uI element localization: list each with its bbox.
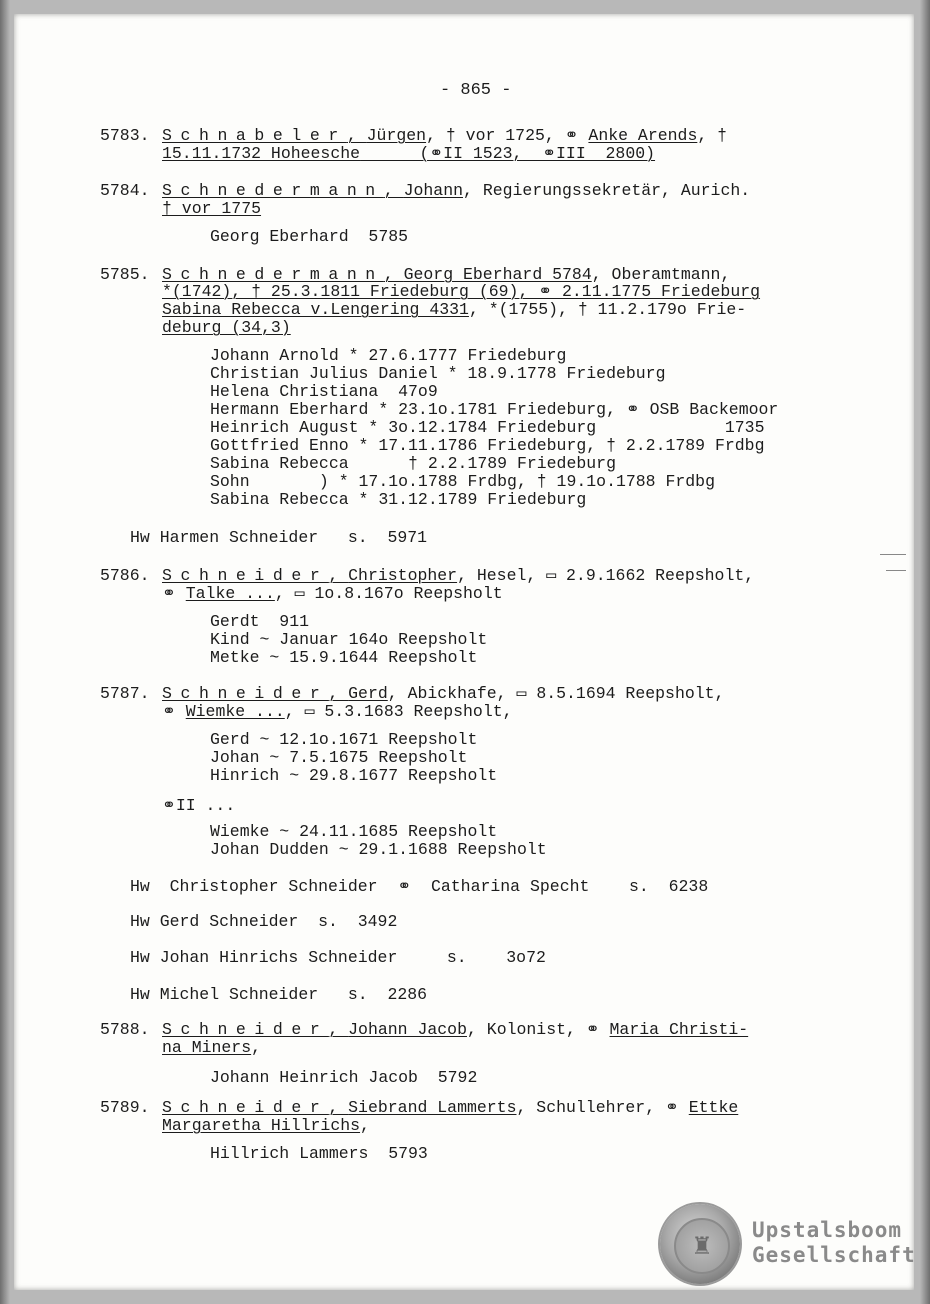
child-line: Gerd ~ 12.1o.1671 Reepsholt	[210, 730, 478, 749]
entry-line	[162, 1117, 370, 1135]
entry-line	[162, 319, 291, 337]
child-line: Johan Dudden ~ 29.1.1688 Reepsholt	[210, 840, 547, 859]
entry-line	[162, 567, 754, 585]
entry-text: , Abickhafe, ▭ 8.5.1694 Reepsholt,	[387, 684, 725, 703]
entry-text: Johann Jacob	[348, 1020, 467, 1039]
page-number: - 865 -	[440, 81, 512, 100]
entry-number: 5783.	[100, 126, 150, 145]
entry-text: ,	[251, 1038, 262, 1057]
logo-line-1: Upstalsboom	[752, 1218, 903, 1242]
child-line: Johann Arnold * 27.6.1777 Friedeburg	[210, 346, 567, 365]
child-line: Metke ~ 15.9.1644 Reepsholt	[210, 648, 478, 667]
entry-number: 5785.	[100, 265, 150, 284]
entry-text: ⚭	[162, 702, 186, 721]
entry-text: (⚭II 1523, ⚭III 2800)	[360, 144, 656, 163]
entry-line	[162, 1021, 748, 1039]
entry-text: , Hesel, ▭ 2.9.1662 Reepsholt,	[457, 566, 755, 585]
surname: Schneider	[162, 566, 329, 585]
entry-text: , Oberamtmann,	[591, 265, 731, 284]
margin-mark	[880, 554, 906, 555]
entry-number: 5784.	[100, 181, 150, 200]
entry-number: 5787.	[100, 684, 150, 703]
surname: Schneider	[162, 1098, 329, 1117]
entry-text: , Kolonist, ⚭	[466, 1020, 610, 1039]
child-line: Kind ~ Januar 164o Reepsholt	[210, 630, 488, 649]
entry-text: ,	[328, 1020, 349, 1039]
entry-text: Wiemke ...	[185, 702, 285, 721]
entry-text: ,	[360, 1116, 370, 1135]
entry-text: ⚭	[162, 584, 186, 603]
entry-line	[162, 585, 503, 603]
child-line: Johann Heinrich Jacob 5792	[210, 1068, 478, 1087]
entry-text: ,	[346, 126, 367, 145]
entry-text: , ▭ 5.3.1683 Reepsholt,	[284, 702, 513, 721]
second-marriage: ⚭II ...	[162, 796, 236, 815]
entry-number: 5788.	[100, 1020, 150, 1039]
surname: Schnedermann	[162, 181, 384, 200]
child-line: Hermann Eberhard * 23.1o.1781 Friedeburg, ⚭ OSB Backemoor	[210, 400, 779, 419]
entry-text: Sabina Rebecca v.Lengering 4331	[162, 300, 469, 319]
cross-reference: Hw Harmen Schneider s. 5971	[130, 528, 428, 547]
entry-text: Maria Christi-	[609, 1020, 749, 1039]
entry-line	[162, 301, 746, 319]
entry-line	[162, 283, 760, 301]
child-line: Sohn ) * 17.1o.1788 Frdbg, † 19.1o.1788 Frdbg	[210, 472, 715, 491]
seal-inner	[674, 1218, 730, 1274]
entry-line	[162, 200, 261, 218]
entry-number: 5786.	[100, 566, 150, 585]
surname: Schnedermann	[162, 265, 384, 284]
entry-text: deburg (34,3)	[162, 318, 291, 337]
entry-line	[162, 685, 724, 703]
entry-text: Gerd	[348, 684, 388, 703]
entry-text: Georg Eberhard 5784	[403, 265, 592, 284]
entry-text: Christopher	[348, 566, 458, 585]
entry-text: ,	[383, 181, 404, 200]
entry-text: , † vor 1725, ⚭	[426, 126, 589, 145]
child-line: Gerdt 911	[210, 612, 310, 631]
child-line: Georg Eberhard 5785	[210, 227, 409, 246]
margin-mark	[886, 570, 906, 571]
entry-text: na Miners	[162, 1038, 252, 1057]
entry-line	[162, 182, 750, 200]
child-line: Hinrich ~ 29.8.1677 Reepsholt	[210, 766, 498, 785]
entry-text: Ettke	[688, 1098, 739, 1117]
entry-text: , †	[697, 126, 728, 145]
child-line: Johan ~ 7.5.1675 Reepsholt	[210, 748, 468, 767]
surname: Schneider	[162, 684, 329, 703]
surname: Schneider	[162, 1020, 329, 1039]
entry-text: ,	[328, 1098, 349, 1117]
entry-line	[162, 1039, 261, 1057]
cross-reference: Hw Johan Hinrichs Schneider s. 3o72	[130, 948, 546, 967]
child-line: Heinrich August * 3o.12.1784 Friedeburg 1735	[210, 418, 765, 437]
society-seal-icon	[660, 1204, 740, 1284]
entry-line	[162, 703, 513, 721]
logo-line-2: Gesellschaft	[752, 1243, 916, 1267]
child-line: Gottfried Enno * 17.11.1786 Friedeburg, † 2.2.1789 Frdbg	[210, 436, 765, 455]
entry-text: ,	[383, 265, 404, 284]
entry-text: ,	[328, 684, 349, 703]
entry-line	[162, 1099, 738, 1117]
entry-text: Jürgen	[366, 126, 427, 145]
entry-text: Anke Arends	[588, 126, 698, 145]
cross-reference: Hw Gerd Schneider s. 3492	[130, 912, 398, 931]
cross-reference: Hw Christopher Schneider ⚭ Catharina Specht s. 6238	[130, 877, 709, 896]
entry-text: , *(1755), † 11.2.179o Frie-	[468, 300, 747, 319]
child-line: Sabina Rebecca † 2.2.1789 Friedeburg	[210, 454, 616, 473]
surname: Schnabeler	[162, 126, 347, 145]
entry-text: † vor 1775	[162, 199, 262, 218]
entry-text: Margaretha Hillrichs	[162, 1116, 361, 1135]
seal-figure-icon: ♜	[691, 1232, 713, 1260]
entry-number: 5789.	[100, 1098, 150, 1117]
entry-text: Talke ...	[185, 584, 275, 603]
entry-text: , Regierungssekretär, Aurich.	[463, 181, 751, 200]
child-line: Helena Christiana 47o9	[210, 382, 438, 401]
child-line: Christian Julius Daniel * 18.9.1778 Friedeburg	[210, 364, 666, 383]
entry-text: *(1742), † 25.3.1811 Friedeburg (69), ⚭ 2.11.1775 Friedeburg	[162, 282, 761, 301]
entry-text: , Schullehrer, ⚭	[516, 1098, 689, 1117]
entry-text: Siebrand Lammerts	[348, 1098, 517, 1117]
entry-text: Johann	[403, 181, 464, 200]
child-line: Sabina Rebecca * 31.12.1789 Friedeburg	[210, 490, 587, 509]
entry-text: ,	[328, 566, 349, 585]
entry-text: , ▭ 1o.8.167o Reepsholt	[274, 584, 503, 603]
cross-reference: Hw Michel Schneider s. 2286	[130, 985, 428, 1004]
entry-line	[162, 145, 655, 163]
document-page	[14, 14, 914, 1290]
child-line: Hillrich Lammers 5793	[210, 1144, 428, 1163]
child-line: Wiemke ~ 24.11.1685 Reepsholt	[210, 822, 498, 841]
entry-text: 15.11.1732 Hoheesche	[162, 144, 361, 163]
entry-line	[162, 127, 727, 145]
